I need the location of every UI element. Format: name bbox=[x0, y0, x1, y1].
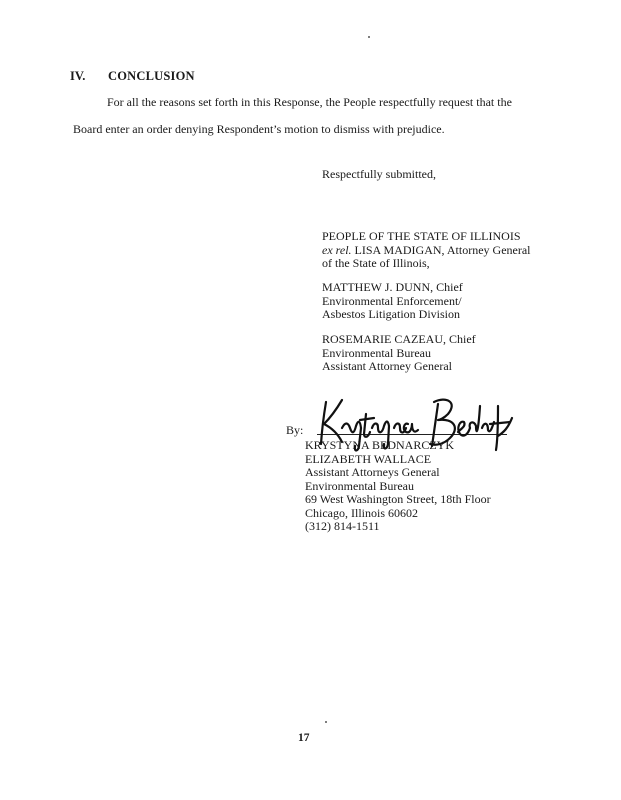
closing-phrase: Respectfully submitted, bbox=[322, 167, 436, 181]
people-line-2-rest: LISA MADIGAN, Attorney General bbox=[351, 242, 531, 257]
attorney-line-1: KRYSTYNA BEDNARCZYK bbox=[305, 438, 455, 452]
page-number: 17 bbox=[298, 732, 310, 744]
people-line-2 bbox=[322, 244, 531, 258]
people-block bbox=[322, 230, 531, 271]
attorney-line-7: (312) 814-1511 bbox=[305, 519, 380, 533]
handwritten-signature bbox=[312, 388, 522, 458]
dunn-line-2: Environmental Enforcement/ bbox=[322, 293, 462, 308]
dunn-line-3: Asbestos Litigation Division bbox=[322, 307, 460, 321]
cazeau-line-3: Assistant Attorney General bbox=[322, 359, 452, 373]
ex-rel-italic: ex rel. bbox=[322, 242, 352, 257]
signature-drawing bbox=[312, 388, 522, 458]
cazeau-block bbox=[322, 333, 476, 374]
dunn-block bbox=[322, 281, 463, 322]
attorney-line-3: Assistant Attorneys General bbox=[305, 465, 440, 479]
section-title: CONCLUSION bbox=[108, 69, 195, 83]
body-line-2: Board enter an order denying Respondent’s motion to dismiss with prejudice. bbox=[73, 122, 445, 136]
attorney-line-6: Chicago, Illinois 60602 bbox=[305, 505, 418, 520]
people-line-1: PEOPLE OF THE STATE OF ILLINOIS bbox=[322, 229, 521, 243]
cazeau-line-2: Environmental Bureau bbox=[322, 345, 431, 360]
attorney-line-4: Environmental Bureau bbox=[305, 478, 414, 493]
dunn-line-1: MATTHEW J. DUNN, Chief bbox=[322, 280, 463, 294]
by-label: By: bbox=[286, 423, 304, 437]
scan-speck bbox=[368, 36, 370, 38]
people-line-3: of the State of Illinois, bbox=[322, 256, 430, 270]
section-number: IV. bbox=[70, 69, 86, 83]
cazeau-line-1: ROSEMARIE CAZEAU, Chief bbox=[322, 332, 476, 346]
body-line-1: For all the reasons set forth in this Response, the People respectfully request that the bbox=[107, 95, 512, 109]
attorney-line-2: ELIZABETH WALLACE bbox=[305, 451, 432, 466]
scan-speck bbox=[325, 721, 327, 723]
attorney-line-5: 69 West Washington Street, 18th Floor bbox=[305, 492, 491, 506]
